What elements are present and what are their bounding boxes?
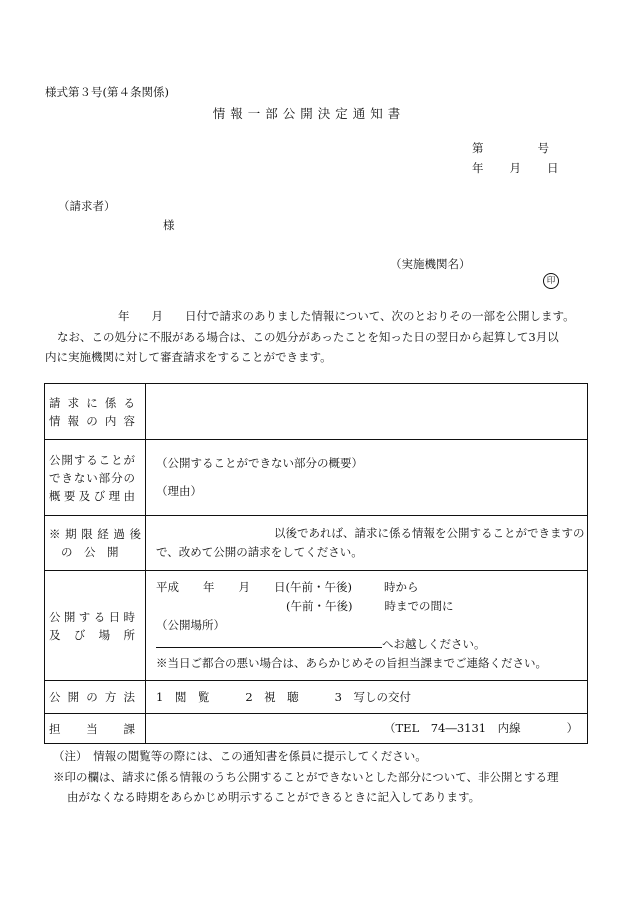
label-disclosure-method: [45, 681, 146, 714]
requester-label: （請求者）: [58, 199, 116, 213]
notes: [45, 746, 605, 808]
tel-close: ）: [566, 721, 579, 735]
label-after-expiry: [45, 516, 146, 571]
field-disclosure-datetime[interactable]: [146, 571, 588, 681]
row-department: [45, 714, 588, 744]
label-disclosure-datetime: [45, 571, 146, 681]
method-view[interactable]: 1 閲 覧: [156, 689, 210, 704]
decision-table: [44, 383, 588, 744]
era: 平成: [156, 580, 179, 594]
para1-text: 日付で請求のありました情報について、次のとおりその一部を公開します。: [185, 309, 575, 323]
tel: （TEL 74―3131 内線: [384, 721, 521, 735]
field-request-content[interactable]: [146, 384, 588, 440]
para1-month: 月: [151, 309, 163, 323]
after-expiry-line-1: 以後であれば、請求に係る情報を公開することができますの: [274, 526, 585, 540]
label-department: [45, 714, 146, 744]
label-line: できない部分の: [49, 470, 135, 485]
datetime-line-1: [156, 578, 587, 597]
until: 時までの間に: [384, 599, 454, 613]
place-underline[interactable]: [156, 635, 382, 648]
number-suffix: 号: [537, 141, 549, 155]
label-line: の 公 開: [61, 545, 119, 559]
datetime-line-2: [156, 597, 587, 616]
note-2: ※印の欄は、請求に係る情報のうち公開することができないとした部分について、非公開とする理: [53, 769, 559, 784]
label-request-content: [45, 384, 146, 440]
ampm-1: (午前・午後): [285, 580, 352, 594]
row-nondisclosure: [45, 440, 588, 516]
after-expiry-line-2: で、改めて公開の請求をしてください。: [156, 545, 363, 559]
document-date: [472, 160, 559, 176]
label-line: 公開する日時: [49, 609, 135, 624]
date-month: 月: [509, 161, 521, 175]
nondisclosure-summary-label: （公開することができない部分の概要）: [156, 456, 363, 470]
label-line: 公開の方法: [49, 690, 135, 704]
row-disclosure-datetime: [45, 571, 588, 681]
form-number: 様式第３号(第４条関係): [45, 85, 169, 99]
seal-icon: 印: [543, 273, 559, 289]
field-department[interactable]: [146, 714, 588, 744]
document-number: [472, 140, 549, 156]
document-title: 情報一部公開決定通知書: [212, 106, 406, 121]
label-nondisclosure: [45, 440, 146, 516]
number-prefix: 第: [472, 141, 484, 155]
label-line: 概要及び理由: [49, 488, 135, 503]
year: 年: [203, 580, 215, 594]
place-label: （公開場所）: [156, 618, 225, 632]
ampm-2: (午前・午後): [286, 599, 353, 613]
label-line: 及び場所: [49, 627, 135, 642]
datetime-note: ※当日ご都合の悪い場合は、あらかじめその旨担当課までご連絡ください。: [156, 656, 547, 670]
field-after-expiry[interactable]: [146, 516, 588, 571]
field-disclosure-method[interactable]: [146, 681, 588, 714]
method-listen[interactable]: 2 視 聴: [245, 689, 299, 704]
paragraph-2-line-1: なお、この処分に不服がある場合は、この処分があったことを知った日の翌日から起算して3月以: [57, 329, 559, 344]
para1-year: 年: [118, 309, 130, 323]
paragraph-1: [45, 306, 590, 327]
row-disclosure-method: [45, 681, 588, 714]
label-line: 担当課: [49, 721, 135, 736]
label-line: 公開することが: [49, 452, 135, 467]
place-line: [156, 635, 587, 654]
row-after-expiry: [45, 516, 588, 571]
note-1: （注） 情報の閲覧等の際には、この通知書を係員に提示してください。: [53, 749, 427, 763]
month: 月: [238, 580, 250, 594]
date-day: 日: [547, 161, 559, 175]
method-copy[interactable]: 3 写しの交付: [334, 689, 411, 704]
label-line: ※期限経過後: [49, 527, 141, 541]
requester-honorific: 様: [163, 218, 175, 232]
label-line: 請求に係る: [49, 395, 135, 410]
label-line: 情報の内容: [49, 413, 135, 428]
come: へお越しください。: [382, 637, 486, 651]
reason-label: （理由）: [156, 484, 202, 498]
paragraph-2-line-2: 内に実施機関に対して審査請求をすることができます。: [45, 350, 332, 364]
day: 日: [274, 580, 286, 594]
from: 時から: [383, 580, 419, 594]
note-3: 由がなくなる時期をあらかじめ明示することができるときに記入してあります。: [67, 790, 481, 804]
row-request-content: [45, 384, 588, 440]
body-text: [45, 306, 590, 368]
agency-label: （実施機関名）: [390, 257, 471, 271]
date-year: 年: [472, 161, 484, 175]
field-nondisclosure[interactable]: [146, 440, 588, 516]
